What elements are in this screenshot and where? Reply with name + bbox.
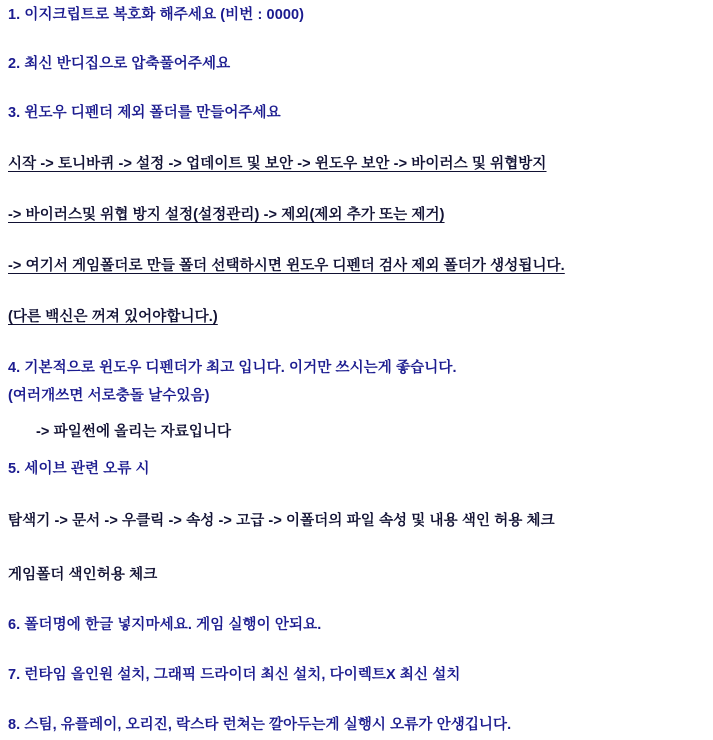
- instruction-text: 6. 폴더명에 한글 넣지마세요. 게임 실행이 안되요.: [8, 617, 322, 633]
- instruction-text: 시작 -> 토니바퀴 -> 설정 -> 업데이트 및 보안 -> 윈도우 보안 -> 바이러스 및 위협방지: [8, 156, 547, 172]
- instruction-text: 5. 세이브 관련 오류 시: [8, 461, 150, 477]
- instruction-text: (여러개쓰면 서로충돌 날수있음): [8, 388, 210, 404]
- indexing-gamefolder-step: [8, 563, 157, 584]
- instruction-text: 1. 이지크립트로 복호화 해주세요 (비번 : 0000): [8, 7, 305, 23]
- instruction-text: 게임폴더 색인허용 체크: [8, 567, 158, 583]
- defender-path-step-2: [8, 203, 445, 224]
- instruction-line-7: [8, 663, 461, 684]
- instruction-text: -> 여기서 게임폴더로 만들 폴더 선택하시면 윈도우 디펜더 검사 제외 폴더가 생성됩니다.: [8, 258, 565, 274]
- instruction-line-5: [8, 457, 150, 478]
- conflict-note: [8, 384, 210, 405]
- instruction-text: 3. 윈도우 디펜더 제외 폴더를 만들어주세요: [8, 105, 281, 121]
- instruction-text: 2. 최신 반디집으로 압축풀어주세요: [8, 56, 231, 72]
- instruction-text: -> 파일썬에 올리는 자료입니다: [36, 424, 232, 440]
- defender-path-step-3: [8, 254, 565, 275]
- indexing-path-step: [8, 509, 555, 530]
- instruction-line-8: [8, 713, 511, 734]
- upload-note: [36, 420, 231, 441]
- instruction-line-1: [8, 3, 304, 24]
- antivirus-note: [8, 305, 218, 326]
- instruction-text: (다른 백신은 꺼져 있어야합니다.): [8, 309, 218, 325]
- instruction-line-4: [8, 356, 457, 377]
- instruction-text: 8. 스팀, 유플레이, 오리진, 락스타 런쳐는 깔아두는게 실행시 오류가 안생깁니다.: [8, 717, 512, 733]
- instruction-text: -> 바이러스및 위협 방지 설정(설정관리) -> 제외(제외 추가 또는 제거): [8, 207, 445, 223]
- instruction-text: 탐색기 -> 문서 -> 우클릭 -> 속성 -> 고급 -> 이폴더의 파일 속성 및 내용 색인 허용 체크: [8, 513, 555, 529]
- defender-path-step-1: [8, 152, 547, 173]
- instruction-text: 4. 기본적으로 윈도우 디펜더가 최고 입니다. 이거만 쓰시는게 좋습니다.: [8, 360, 457, 376]
- instruction-text: 7. 런타임 올인원 설치, 그래픽 드라이더 최신 설치, 다이렉트X 최신 설치: [8, 667, 461, 683]
- instruction-line-3: [8, 101, 281, 122]
- instruction-line-2: [8, 52, 230, 73]
- instruction-line-6: [8, 613, 321, 634]
